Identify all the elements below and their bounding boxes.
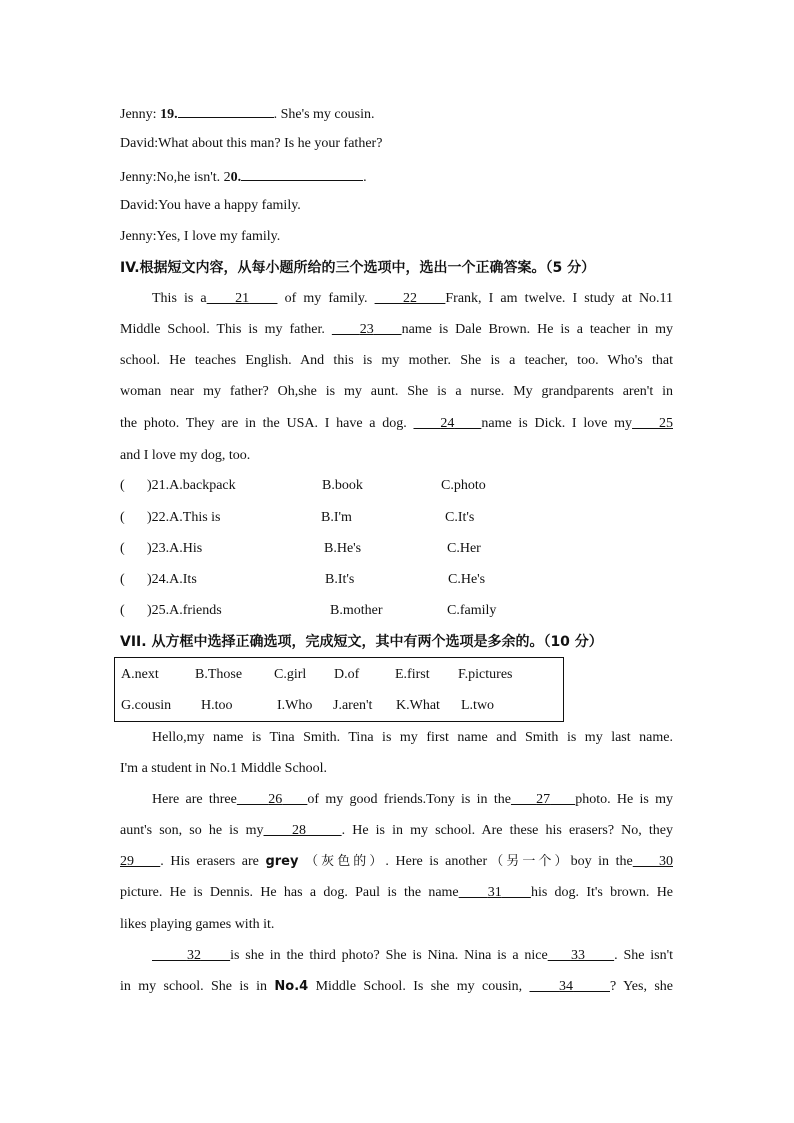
blank-30[interactable] — [633, 854, 673, 869]
blank-24[interactable] — [413, 416, 481, 431]
passage-text: . Here is another — [385, 854, 488, 869]
word-option: G.cousin — [121, 698, 172, 713]
answer-paren-23[interactable]: ( — [120, 541, 125, 556]
word-option: I.Who — [277, 698, 313, 713]
passage-line — [120, 290, 673, 308]
blank-31[interactable] — [459, 885, 531, 900]
passage-line: school. He teaches English. And this is my mother. She is a teacher, too. Who's that — [120, 353, 673, 368]
passage-text: the photo. They are in the USA. I have a dog. — [120, 416, 407, 431]
blank-number: 28 — [292, 823, 306, 838]
passage-line: Hello,my name is Tina Smith. Tina is my first name and Smith is my last name. — [152, 730, 673, 745]
blank-22[interactable] — [375, 291, 446, 306]
option-b-23: B.He's — [324, 541, 362, 556]
option-a-25: )25.A.friends — [147, 603, 222, 618]
passage-line — [120, 853, 673, 871]
dialog-text: . — [363, 170, 367, 185]
dialog-line-david-2: David:You have a happy family. — [120, 198, 301, 213]
answer-blank[interactable] — [178, 103, 274, 118]
word-option: J.aren't — [333, 698, 373, 713]
blank-34[interactable] — [529, 979, 610, 994]
passage-text: aunt's son, so he is my — [120, 823, 264, 838]
passage-text: in my school. She is in — [120, 979, 268, 994]
answer-paren-22[interactable]: ( — [120, 510, 125, 525]
blank-number: 24 — [440, 416, 455, 431]
blank-number: 27 — [536, 792, 551, 807]
blank-number: 30 — [659, 854, 673, 869]
blank-number: 33 — [570, 948, 585, 963]
blank-21[interactable] — [207, 291, 278, 306]
blank-number: 29 — [120, 854, 134, 869]
blank-32[interactable] — [152, 948, 230, 963]
blank-number: 22 — [402, 291, 417, 306]
word-option: B.Those — [195, 667, 243, 682]
blank-number: 31 — [487, 885, 502, 900]
option-c-22: C.It's — [445, 510, 475, 525]
passage-text: . She isn't — [614, 948, 674, 963]
passage-text: name is Dale Brown. He is a teacher in my — [401, 322, 674, 337]
passage-line: and I love my dog, too. — [120, 448, 251, 463]
blank-number: 25 — [659, 416, 673, 431]
answer-blank[interactable] — [241, 166, 363, 181]
question-number: 19. — [160, 107, 178, 122]
passage-line — [120, 791, 673, 809]
passage-text: . His erasers are — [160, 854, 259, 869]
passage-text: ? Yes, she — [610, 979, 674, 994]
passage-text: Middle School. Is she my cousin, — [315, 979, 523, 994]
passage-text: of my family. — [284, 291, 368, 306]
option-a-23: )23.A.His — [147, 541, 203, 556]
word-option: C.girl — [274, 667, 307, 682]
option-b-22: B.I'm — [321, 510, 352, 525]
passage-text: boy in the — [570, 854, 633, 869]
blank-26[interactable] — [237, 792, 308, 807]
passage-line — [120, 415, 673, 433]
speaker-text: Jenny: — [120, 107, 161, 122]
option-c-21: C.photo — [441, 478, 486, 493]
blank-28[interactable] — [264, 823, 342, 838]
passage-line: I'm a student in No.1 Middle School. — [120, 761, 328, 776]
answer-paren-25[interactable]: ( — [120, 603, 125, 618]
question-number: 0. — [230, 170, 242, 185]
passage-line — [120, 321, 673, 339]
blank-number: 21 — [235, 291, 250, 306]
word-option: F.pictures — [458, 667, 513, 682]
passage-text: photo. He is my — [575, 792, 674, 807]
option-c-24: C.He's — [448, 572, 486, 587]
option-c-25: C.family — [447, 603, 497, 618]
passage-text: . He is in my school. Are these his erasers? No, they — [341, 823, 674, 838]
option-c-23: C.Her — [447, 541, 481, 556]
blank-29[interactable] — [120, 854, 160, 869]
word-option: A.next — [121, 667, 159, 682]
passage-line — [120, 884, 673, 902]
passage-line: woman near my father? Oh,she is my aunt. She is a nurse. My grandparents aren't in — [120, 384, 673, 399]
passage-text: Middle School. This is my father. — [120, 322, 325, 337]
blank-number: 32 — [186, 948, 201, 963]
passage-line: likes playing games with it. — [120, 917, 275, 932]
section-vii-heading: VII. 从方框中选择正确选项，完成短文，其中有两个选项是多余的。（10 分） — [120, 634, 603, 650]
passage-text: Frank, I am twelve. I study at No.11 — [445, 291, 674, 306]
dialog-line-20 — [120, 166, 367, 187]
option-b-21: B.book — [322, 478, 363, 493]
word-option: D.of — [334, 667, 360, 682]
blank-23[interactable] — [332, 322, 402, 337]
bold-word: No.4 — [274, 979, 309, 994]
option-a-22: )22.A.This is — [147, 510, 221, 525]
passage-text: Here are three — [152, 792, 237, 807]
passage-line — [120, 822, 673, 840]
dialog-text: Jenny:No,he isn't. 2 — [120, 170, 231, 185]
option-b-24: B.It's — [325, 572, 355, 587]
blank-25[interactable] — [632, 416, 673, 431]
passage-text: is she in the third photo? She is Nina. Nina is a nice — [230, 948, 548, 963]
passage-text: name is Dick. I love my — [481, 416, 633, 431]
passage-line — [120, 978, 673, 996]
gloss-text: （灰色的） — [305, 854, 386, 869]
passage-text: his dog. It's brown. He — [530, 885, 674, 900]
dialog-line-jenny: Jenny:Yes, I love my family. — [120, 229, 281, 244]
passage-text: This is a — [152, 291, 207, 306]
blank-27[interactable] — [511, 792, 575, 807]
blank-number: 26 — [268, 792, 283, 807]
option-a-24: )24.A.Its — [147, 572, 197, 587]
word-option: K.What — [396, 698, 440, 713]
word-option: E.first — [395, 667, 430, 682]
passage-text: of my good friends.Tony is in the — [307, 792, 511, 807]
dialog-line-david-1: David:What about this man? Is he your father? — [120, 136, 383, 151]
section-iv-heading: IV.根据短文内容，从每小题所给的三个选项中，选出一个正确答案。（5 分） — [120, 260, 596, 276]
blank-number: 23 — [359, 322, 374, 337]
option-b-25: B.mother — [330, 603, 383, 618]
blank-number: 34 — [559, 979, 574, 994]
word-option: L.two — [461, 698, 495, 713]
passage-line — [120, 947, 673, 965]
gloss-text: （另一个） — [487, 854, 571, 869]
dialog-text: . She's my cousin. — [273, 107, 375, 122]
bold-word: grey — [265, 854, 299, 869]
blank-33[interactable] — [548, 948, 614, 963]
dialog-line-19 — [120, 103, 374, 124]
answer-paren-21[interactable]: ( — [120, 478, 125, 493]
option-a-21: )21.A.backpack — [147, 478, 236, 493]
passage-text: picture. He is Dennis. He has a dog. Paul is the name — [120, 885, 459, 900]
word-bank-box — [114, 657, 564, 722]
word-option: H.too — [201, 698, 233, 713]
answer-paren-24[interactable]: ( — [120, 572, 125, 587]
